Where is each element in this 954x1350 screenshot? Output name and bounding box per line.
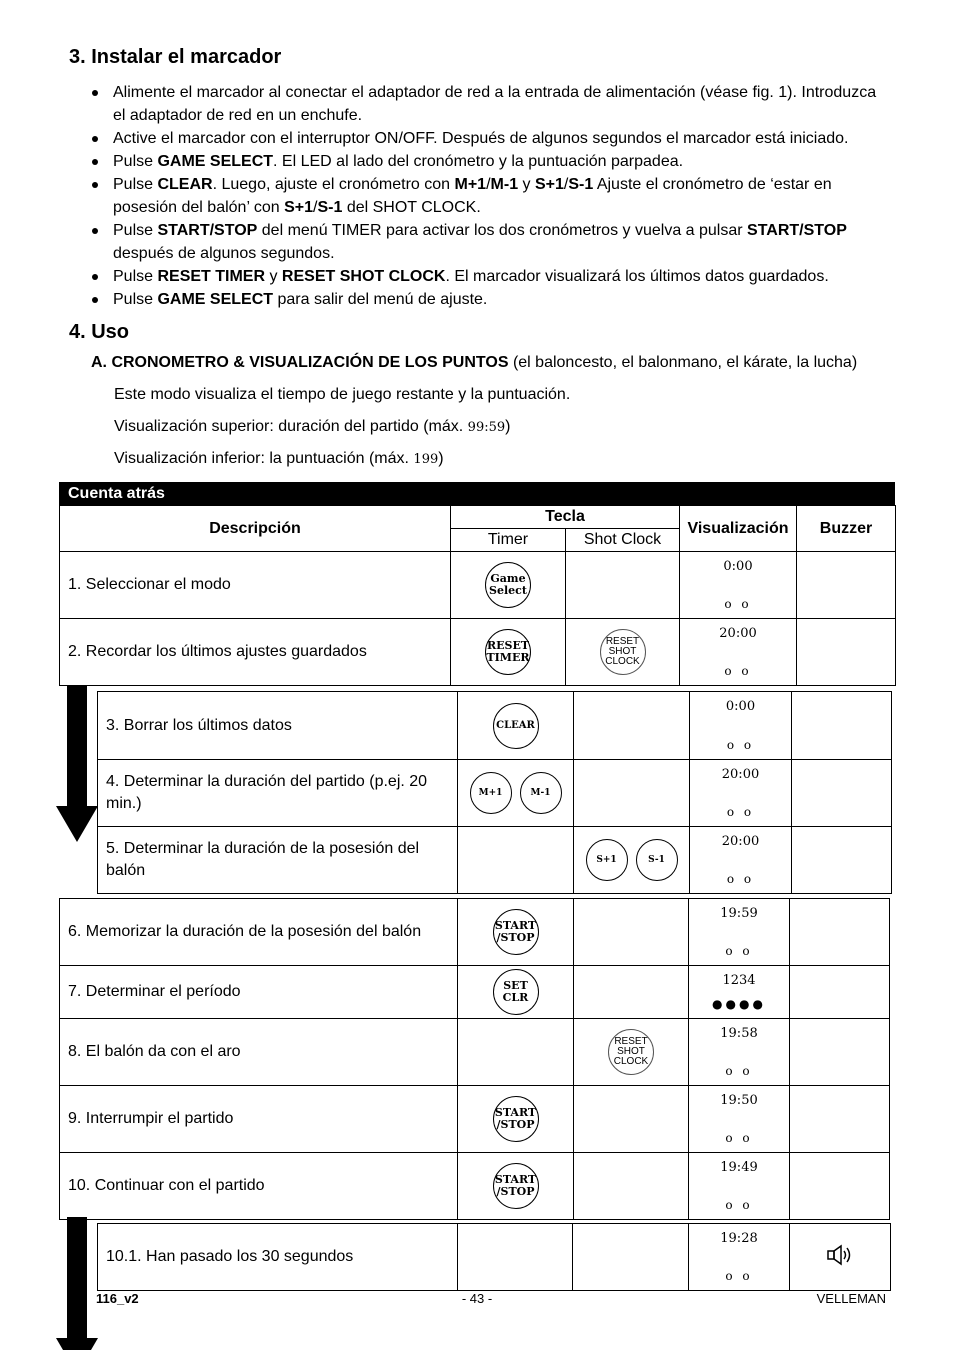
bullet-text: después de algunos segundos. <box>113 245 335 262</box>
bullet-text: Alimente el marcador al conectar el adaptador de red a la entrada de alimentación (véase fig. 1). Introduzca el adaptador de red en un enchufe. <box>113 84 877 124</box>
header-buzzer: Buzzer <box>797 506 896 552</box>
display-score-indicators: o o <box>725 1064 753 1078</box>
timer-key-cell <box>458 1153 574 1220</box>
bullet-text: y <box>265 268 282 285</box>
key-label: RESET <box>605 636 640 647</box>
table-title-bar: Cuenta atrás <box>59 482 895 505</box>
display-cell <box>689 899 790 966</box>
bullet-key-name: S+1 <box>534 176 564 193</box>
display-score-indicators: o o <box>726 872 755 886</box>
section-3-bullets <box>89 81 889 311</box>
display-score-indicators: o o <box>725 944 753 958</box>
bullet-text: Pulse <box>113 291 158 308</box>
bullet-key-name: S-1 <box>317 199 343 216</box>
display-cell <box>689 1086 790 1153</box>
upper-display-close: ) <box>505 418 511 435</box>
header-tecla: Tecla <box>451 506 680 529</box>
bullet-item <box>89 265 889 288</box>
key-label: CLOCK <box>613 1056 649 1067</box>
footer-brand: VELLEMAN <box>816 1291 886 1306</box>
table-row <box>98 760 892 827</box>
timer-key-cell <box>458 1019 574 1086</box>
down-arrow-shaft <box>67 686 87 808</box>
bullet-text: . Luego, ajuste el cronómetro con <box>212 176 455 193</box>
display-cell <box>690 760 792 827</box>
shot-clock-key-cell <box>574 1153 689 1220</box>
display-score-indicators: o o <box>724 664 752 678</box>
table-main-top <box>59 505 896 686</box>
header-visualizacion: Visualización <box>680 506 797 552</box>
step-description: 7. Determinar el período <box>60 966 458 1019</box>
timer-key-cell <box>451 552 566 619</box>
shot-clock-key-cell <box>573 1224 689 1291</box>
section-4-title: 4. Uso <box>69 321 130 343</box>
bullet-item <box>89 81 889 127</box>
bullet-key-name: S-1 <box>568 176 594 193</box>
reset-timer-key-icon <box>485 629 531 675</box>
key-label: CLR <box>502 991 529 1004</box>
display-time: 1234 <box>722 973 756 988</box>
shot-clock-key-cell <box>574 966 689 1019</box>
bullet-key-name: M+1 <box>454 176 487 193</box>
shot-clock-key-cell <box>566 619 680 686</box>
display-time: 0:00 <box>725 699 756 714</box>
header-shot-clock: Shot Clock <box>566 529 680 552</box>
step-description: 4. Determinar la duración del partido (p.ej. 20 min.) <box>98 760 458 827</box>
table-row <box>98 827 892 894</box>
key-label: TIMER <box>486 651 530 664</box>
bullet-text: del menú TIMER para activar los dos cronómetros y vuelva a pulsar <box>257 222 748 239</box>
bullet-item <box>89 219 889 265</box>
bullet-text: . El marcador visualizará los últimos datos guardados. <box>445 268 829 285</box>
lower-display-close: ) <box>438 450 444 467</box>
shot-clock-key-cell <box>574 1086 689 1153</box>
upper-display-max: 99:59 <box>467 420 506 435</box>
down-arrow-icon-2 <box>56 1338 98 1350</box>
buzzer-cell <box>797 552 896 619</box>
table-row <box>60 552 896 619</box>
game-select-key-icon <box>485 562 531 608</box>
down-arrow-icon <box>56 806 98 844</box>
timer-key-cell <box>458 899 574 966</box>
key-label: START <box>494 1173 537 1186</box>
buzzer-cell <box>792 760 892 827</box>
speaker-icon <box>826 1244 854 1266</box>
table-row <box>60 1019 890 1086</box>
bullet-text: / <box>563 176 569 193</box>
start-stop-key-icon <box>493 1096 539 1142</box>
step-description: 10.1. Han pasado los 30 segundos <box>98 1224 458 1291</box>
bullet-key-name: RESET SHOT CLOCK <box>281 268 446 285</box>
step-description: 3. Borrar los últimos datos <box>98 692 458 760</box>
s-plus1-key-icon: S+1 <box>586 839 628 881</box>
display-score-indicators: o o <box>725 1198 753 1212</box>
bullet-text: para salir del menú de ajuste. <box>273 291 488 308</box>
m1-key-icon: M-1 <box>520 772 562 814</box>
bullet-text: / <box>313 199 318 216</box>
timer-key-cell <box>458 692 574 760</box>
display-time: 19:58 <box>720 1026 758 1041</box>
key-label: /STOP <box>496 931 535 944</box>
key-label: Game <box>490 572 526 585</box>
footer-doc-id: 116_v2 <box>96 1291 139 1306</box>
display-time: 20:00 <box>721 767 760 782</box>
bullet-key-name: S+1 <box>284 199 314 216</box>
subsection-heading-rest: (el baloncesto, el balonmano, el kárate, la lucha) <box>508 354 858 371</box>
display-cell <box>689 1224 790 1291</box>
timer-key-cell <box>458 966 574 1019</box>
display-score-indicators: o o <box>725 1131 753 1145</box>
table-indented-a <box>97 691 892 894</box>
key-label: RESET <box>486 639 530 652</box>
display-cell <box>690 827 792 894</box>
bullet-key-name: RESET TIMER <box>157 268 266 285</box>
key-label: SHOT <box>617 1046 645 1057</box>
bullet-text: . El LED al lado del cronómetro y la puntuación parpadea. <box>273 153 684 170</box>
bullet-key-name: CLEAR <box>157 176 213 193</box>
buzzer-cell <box>790 1019 890 1086</box>
bullet-key-name: GAME SELECT <box>157 153 274 170</box>
bullet-key-name: M-1 <box>490 176 519 193</box>
display-time: 0:00 <box>723 559 753 574</box>
step-description: 2. Recordar los últimos ajustes guardados <box>60 619 451 686</box>
display-time: 19:49 <box>720 1160 758 1175</box>
bullet-text: del SHOT CLOCK. <box>342 199 481 216</box>
start-stop-key-icon <box>493 909 539 955</box>
buzzer-cell <box>790 899 890 966</box>
section-3-title: 3. Instalar el marcador <box>69 46 282 68</box>
table-row <box>60 899 890 966</box>
display-cell <box>680 619 797 686</box>
display-score-indicators: o o <box>725 1269 753 1283</box>
buzzer-cell <box>790 966 890 1019</box>
timer-key-cell <box>458 827 574 894</box>
display-cell <box>689 966 790 1019</box>
display-time: 19:50 <box>720 1093 758 1108</box>
bullet-item <box>89 150 889 173</box>
bullet-text: Pulse <box>113 153 158 170</box>
bullet-text: / <box>486 176 491 193</box>
display-cell <box>689 1019 790 1086</box>
shot-clock-key-cell <box>566 552 680 619</box>
key-label: START <box>494 919 537 932</box>
upper-display-text: Visualización superior: duración del partido (máx. <box>114 418 468 435</box>
display-time: 19:59 <box>720 906 758 921</box>
step-description: 9. Interrumpir el partido <box>60 1086 458 1153</box>
step-description: 6. Memorizar la duración de la posesión del balón <box>60 899 458 966</box>
shot-clock-key-cell <box>574 760 690 827</box>
shot-clock-key-cell <box>574 1019 689 1086</box>
key-label: /STOP <box>496 1118 535 1131</box>
bullet-item <box>89 288 889 311</box>
timer-key-cell <box>458 1086 574 1153</box>
bullet-key-name: GAME SELECT <box>157 291 274 308</box>
table-row <box>60 1153 890 1220</box>
table-row <box>60 619 896 686</box>
timer-key-cell <box>451 619 566 686</box>
bullet-text: Ajuste el cronómetro de ‘estar en posesión del balón’ con <box>113 176 832 216</box>
display-cell <box>680 552 797 619</box>
table-indented-b <box>97 1223 891 1291</box>
display-time: 20:00 <box>721 834 760 849</box>
set-clr-key-icon <box>493 969 539 1015</box>
table-row <box>60 1086 890 1153</box>
buzzer-cell <box>790 1153 890 1220</box>
step-description: 8. El balón da con el aro <box>60 1019 458 1086</box>
bullet-key-name: START/STOP <box>747 222 847 239</box>
buzzer-cell <box>790 1086 890 1153</box>
key-label: /STOP <box>496 1185 535 1198</box>
table-row <box>60 966 890 1019</box>
header-timer: Timer <box>451 529 566 552</box>
buzzer-cell <box>792 692 892 760</box>
bullet-text: y <box>518 176 535 193</box>
bullet-key-name: START/STOP <box>157 222 258 239</box>
s1-key-icon: S-1 <box>636 839 678 881</box>
bullet-text: Active el marcador con el interruptor ON/OFF. Después de algunos segundos el marcador está iniciado. <box>113 130 849 147</box>
timer-key-cell <box>458 760 574 827</box>
display-score-indicators: o o <box>726 738 755 752</box>
subsection-heading-bold: A. CRONOMETRO & VISUALIZACIÓN DE LOS PUNTOS <box>91 354 509 371</box>
bullet-text: Pulse <box>113 222 158 239</box>
lower-display-text: Visualización inferior: la puntuación (máx. <box>114 450 414 467</box>
buzzer-cell <box>790 1224 891 1291</box>
display-score-indicators: o o <box>726 805 755 819</box>
clear-key-icon <box>493 703 539 749</box>
step-description: 10. Continuar con el partido <box>60 1153 458 1220</box>
upper-display-line <box>114 418 510 436</box>
shot-clock-key-cell <box>574 692 690 760</box>
display-time: 20:00 <box>719 626 757 641</box>
bullet-item <box>89 127 889 150</box>
bullet-text: Pulse <box>113 268 158 285</box>
bullet-item <box>89 173 889 219</box>
intro-line: Este modo visualiza el tiempo de juego restante y la puntuación. <box>114 386 571 403</box>
key-label: RESET <box>614 1036 648 1047</box>
key-label: SET <box>503 979 528 992</box>
reset-shot-clock-key-icon <box>608 1029 654 1075</box>
step-description: 5. Determinar la duración de la posesión del balón <box>98 827 458 894</box>
key-label: CLEAR <box>496 719 535 731</box>
subsection-heading <box>91 354 857 372</box>
key-label: SHOT <box>608 646 637 657</box>
buzzer-cell <box>792 827 892 894</box>
start-stop-key-icon <box>493 1163 539 1209</box>
lower-display-line <box>114 450 444 468</box>
buzzer-cell <box>797 619 896 686</box>
bullet-text: Pulse <box>113 176 158 193</box>
display-score-indicators: ●●●● <box>712 997 766 1011</box>
display-cell <box>690 692 792 760</box>
step-description: 1. Seleccionar el modo <box>60 552 451 619</box>
shot-clock-key-cell <box>574 899 689 966</box>
table-main-bottom <box>59 898 890 1220</box>
footer-page-number: - 43 - <box>461 1291 493 1306</box>
shot-clock-key-cell <box>574 827 690 894</box>
down-arrow-shaft-2 <box>67 1217 87 1350</box>
timer-key-cell <box>458 1224 573 1291</box>
lower-display-max: 199 <box>413 452 439 467</box>
key-label: Select <box>489 584 527 597</box>
header-description: Descripción <box>60 506 451 552</box>
display-time: 19:28 <box>720 1231 758 1246</box>
table-row <box>98 692 892 760</box>
reset-shot-clock-key-icon <box>600 629 646 675</box>
key-label: CLOCK <box>605 656 640 667</box>
key-label: START <box>494 1106 537 1119</box>
display-cell <box>689 1153 790 1220</box>
table-row <box>98 1224 891 1291</box>
m-plus1-key-icon: M+1 <box>470 772 512 814</box>
display-score-indicators: o o <box>724 597 752 611</box>
